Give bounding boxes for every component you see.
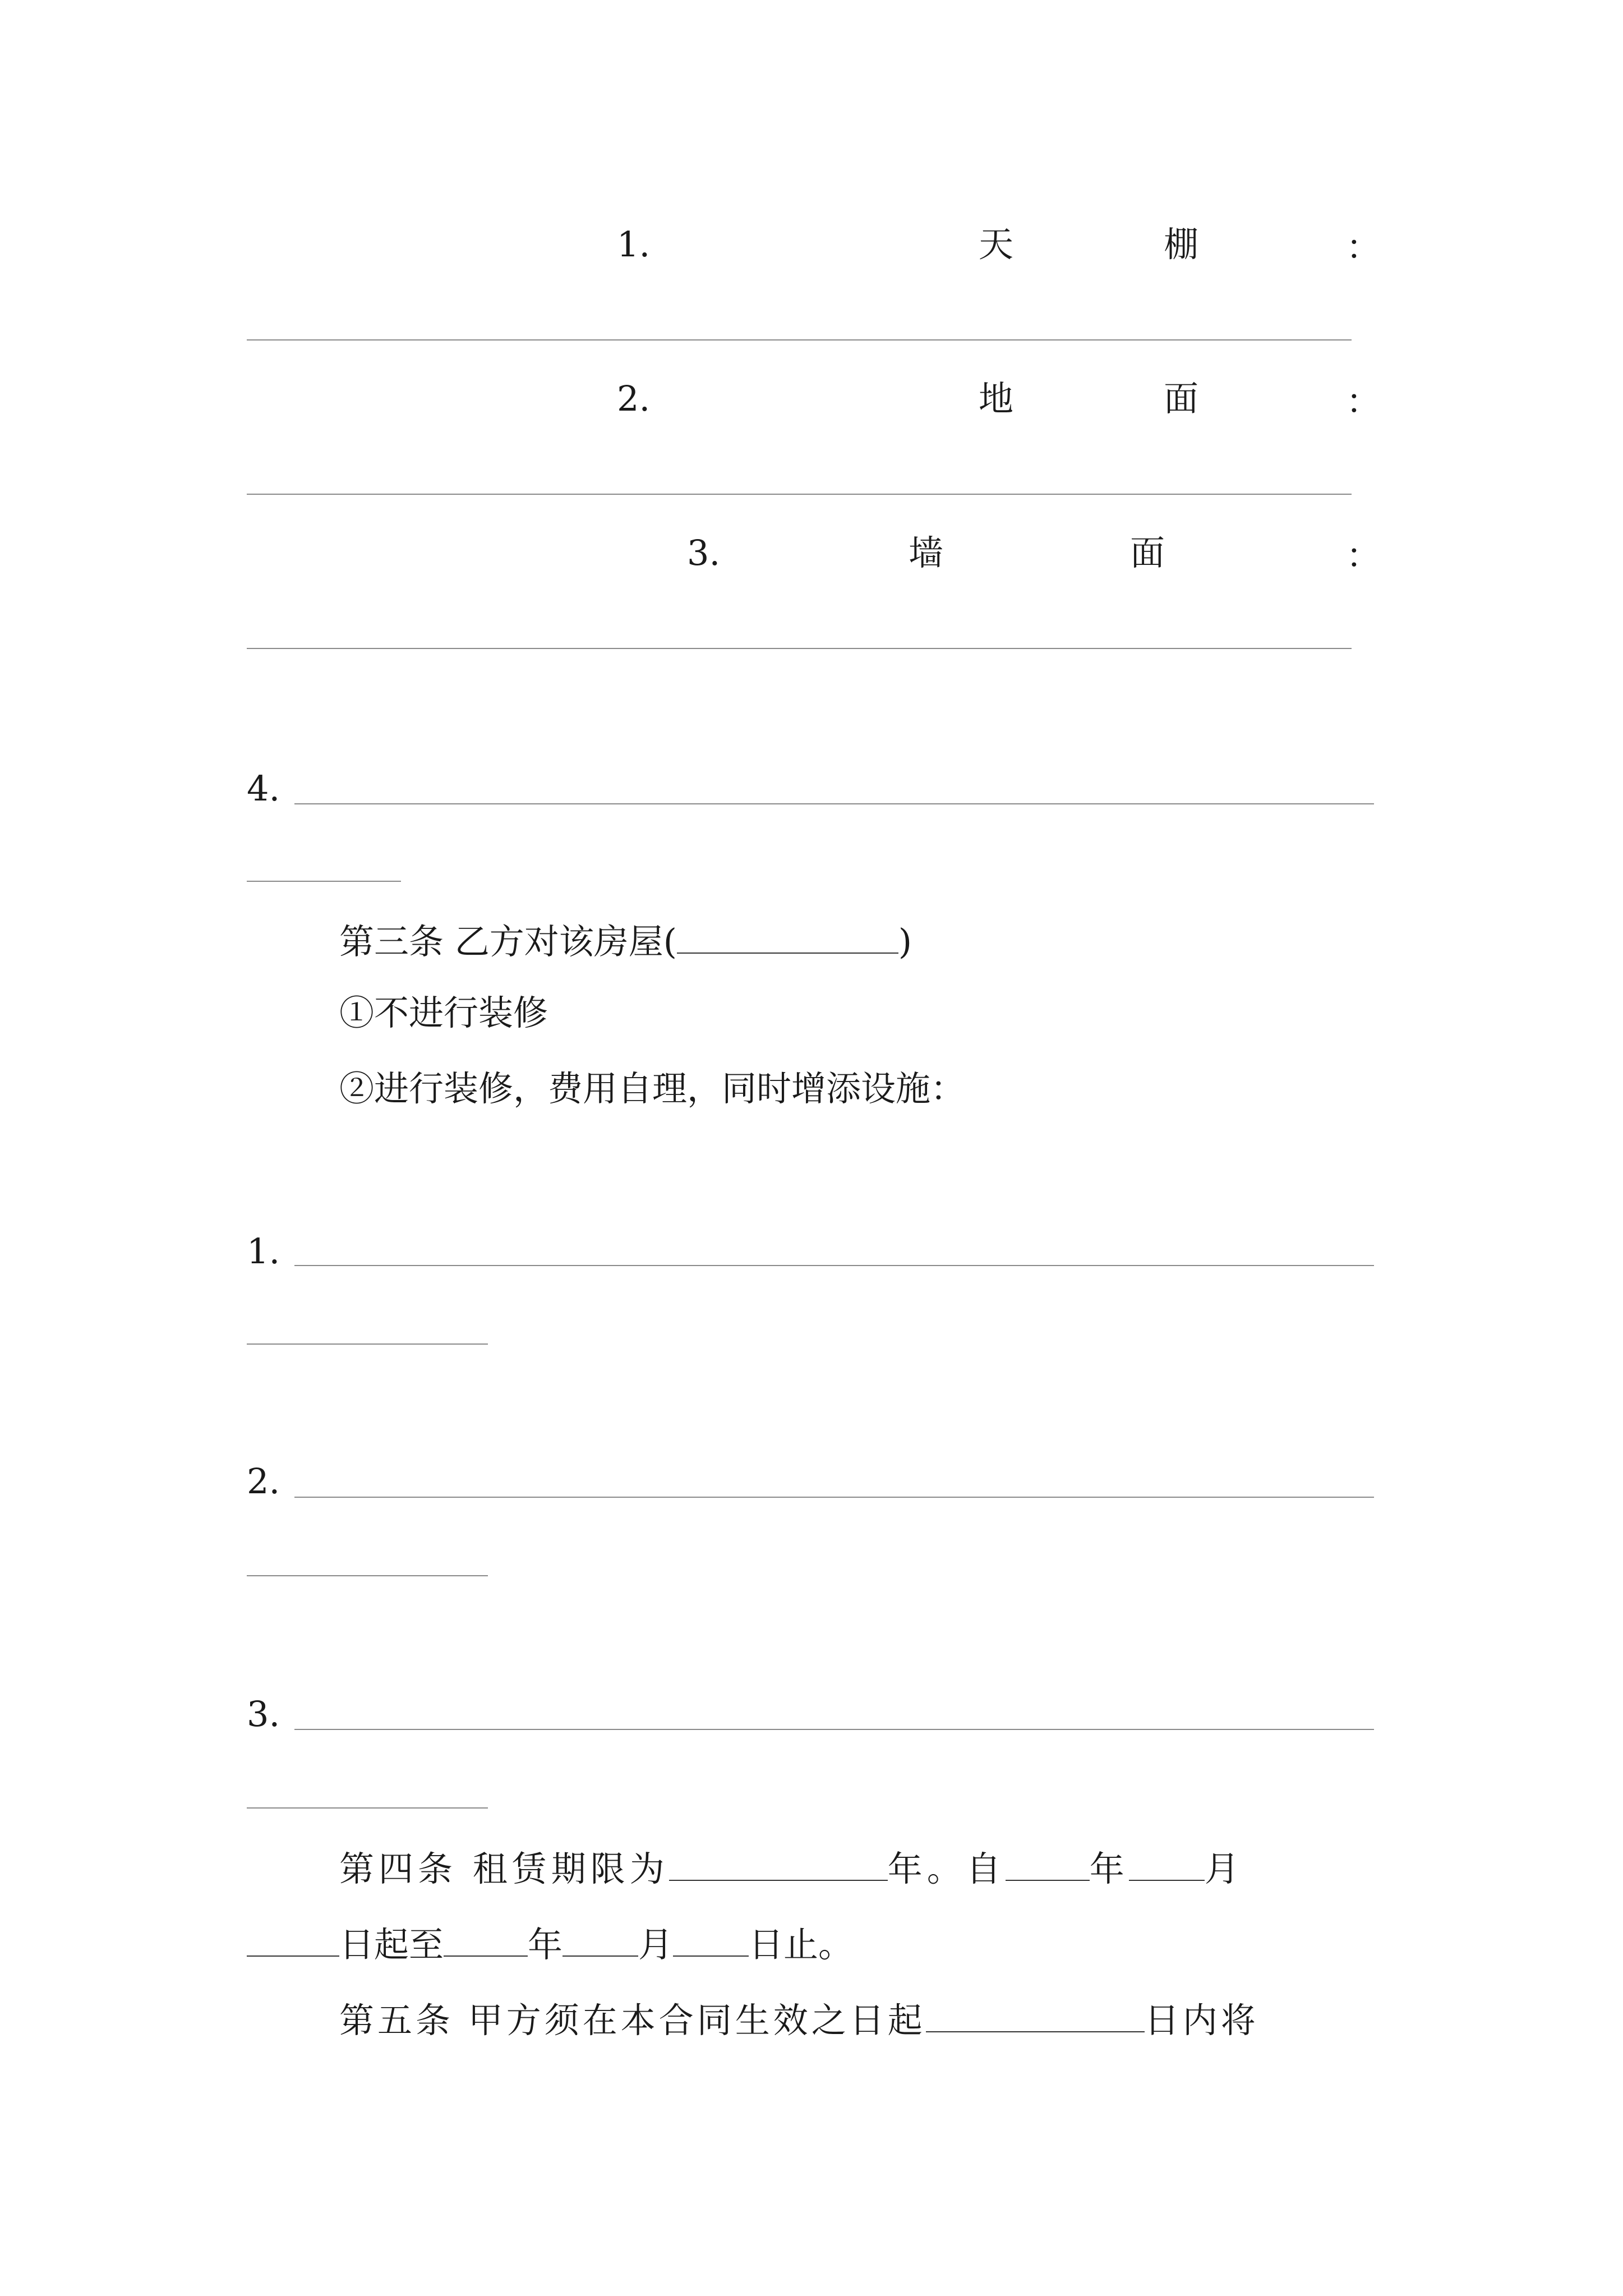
item-1-char-2: 棚 [1164, 224, 1199, 265]
item-3-blank-line[interactable] [247, 648, 1352, 649]
facility-3-blank-line-continued[interactable] [247, 1807, 488, 1809]
item-2-blank-line[interactable] [247, 494, 1352, 495]
article-4-line-1 [339, 1847, 1244, 1887]
article-4-prefix: 第四条 租赁期限为 [339, 1848, 669, 1889]
item-2-number: 2. [617, 378, 651, 419]
facility-2-blank-line[interactable] [294, 1497, 1374, 1498]
start-month-blank[interactable] [1129, 1847, 1205, 1881]
lease-term-blank[interactable] [669, 1847, 888, 1881]
article-4-month-label: 月 [1204, 1848, 1244, 1889]
article-5-line [339, 1999, 1259, 2041]
item-4-blank-line[interactable] [294, 803, 1374, 804]
article-3-text: 第三条 乙方对该房屋( [339, 921, 677, 962]
item-3-number: 3. [687, 532, 721, 573]
article-4-line-2 [247, 1923, 854, 1965]
item-3-char-2: 面 [1130, 532, 1165, 573]
article-3-option-1: ①不进行装修 [339, 992, 548, 1033]
article-3-close-paren: ) [898, 921, 912, 962]
article-3-choice-blank[interactable] [677, 920, 898, 954]
article-4-day-end: 日止。 [749, 1924, 854, 1965]
end-year-blank[interactable] [444, 1923, 528, 1957]
item-4-number: 4. [247, 768, 280, 809]
end-day-blank[interactable] [673, 1923, 749, 1957]
article-4-day-from: 日起至 [339, 1924, 444, 1965]
article-3-option-2: ②进行装修，费用自理，同时增添设施： [339, 1068, 966, 1109]
article-5-suffix: 日内将 [1144, 2000, 1259, 2041]
article-4-month-2: 月 [638, 1924, 674, 1965]
item-3-char-1: 墙 [909, 532, 944, 573]
article-4-year-label: 年 [1089, 1848, 1129, 1889]
facility-3-blank-line[interactable] [294, 1729, 1374, 1730]
item-1-colon: ： [1346, 227, 1381, 268]
item-1-number: 1. [617, 224, 651, 265]
facility-1-blank-line[interactable] [294, 1265, 1374, 1266]
facility-1-blank-line-continued[interactable] [247, 1343, 488, 1345]
article-4-year-from: 年。自 [887, 1848, 1006, 1889]
article-5-prefix: 第五条 甲方须在本合同生效之日起 [339, 2000, 926, 2041]
end-month-blank[interactable] [562, 1923, 638, 1957]
item-2-colon: ： [1346, 381, 1381, 422]
facility-1-number: 1. [247, 1231, 280, 1272]
item-2-char-2: 面 [1164, 378, 1199, 419]
item-1-char-1: 天 [979, 224, 1014, 265]
item-3-colon: ： [1346, 535, 1381, 576]
article-3-line [339, 920, 912, 962]
delivery-days-blank[interactable] [926, 1999, 1145, 2032]
article-4-year-2: 年 [528, 1924, 563, 1965]
item-4-blank-line-continued[interactable] [247, 881, 401, 882]
facility-2-number: 2. [247, 1461, 280, 1502]
item-1-blank-line[interactable] [247, 339, 1352, 341]
item-2-char-1: 地 [979, 378, 1014, 419]
start-day-blank[interactable] [247, 1923, 339, 1957]
facility-3-number: 3. [247, 1694, 280, 1734]
start-year-blank[interactable] [1006, 1847, 1090, 1881]
facility-2-blank-line-continued[interactable] [247, 1575, 488, 1576]
